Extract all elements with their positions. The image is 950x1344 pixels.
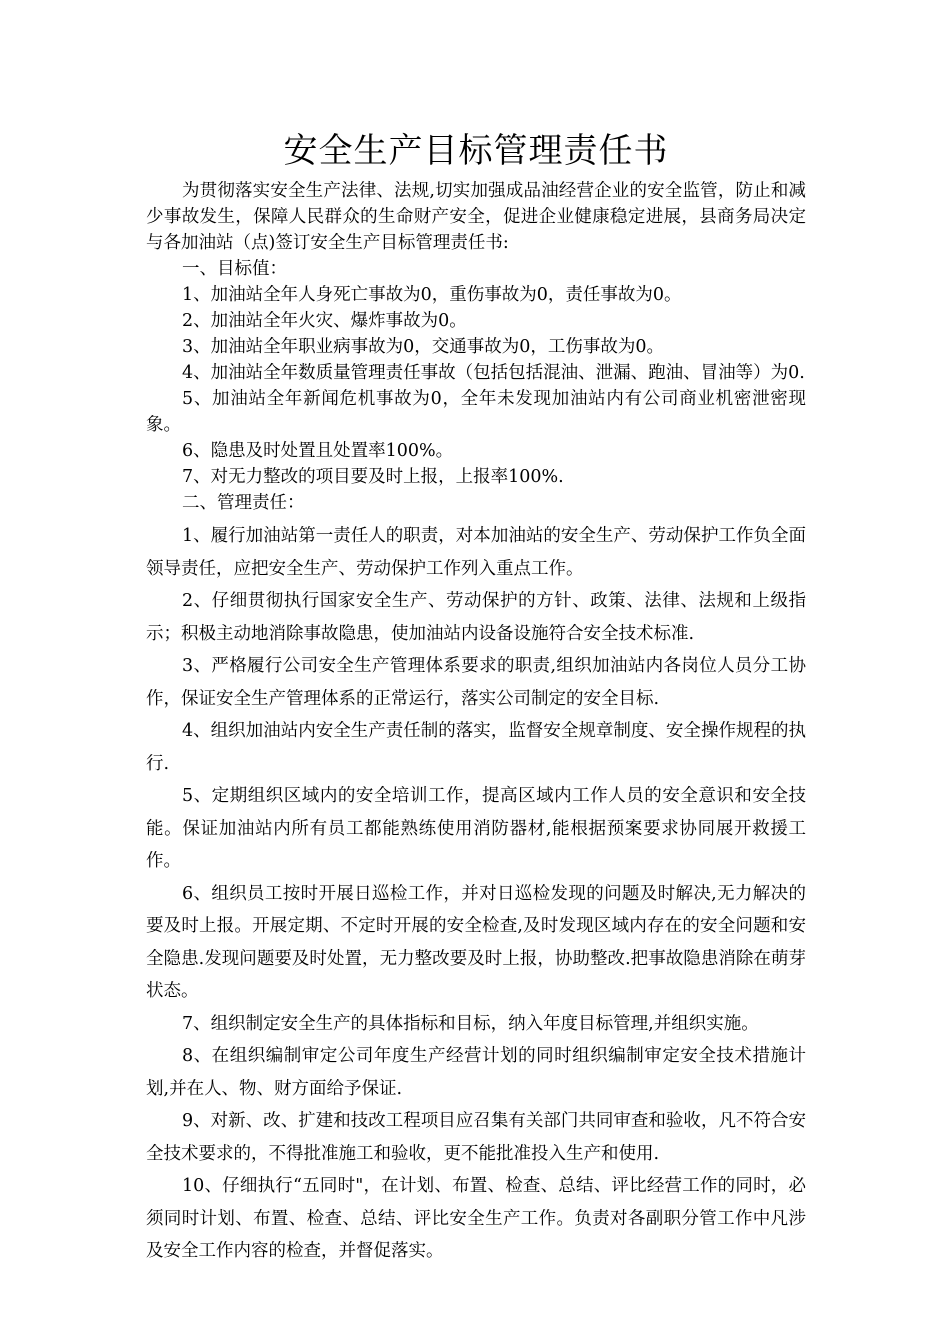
document-title: 安全生产目标管理责任书 <box>283 131 669 171</box>
intro-paragraph: 为贯彻落实安全生产法律、法规,切实加强成品油经营企业的安全监管，防止和减少事故发生，保障人民群众的生命财产安全，促进企业健康稳定进展，县商务局决定与各加油站（点)签订安全生产目标管理责任书: <box>146 181 806 253</box>
target-item: 6、隐患及时处置且处置率100%。 <box>182 441 454 461</box>
target-item: 7、对无力整改的项目要及时上报，上报率100%. <box>182 467 564 487</box>
target-item: 3、加油站全年职业病事故为0，交通事故为0，工伤事故为0。 <box>182 337 665 357</box>
duty-item: 4、组织加油站内安全生产责任制的落实，监督安全规章制度、安全操作规程的执行. <box>146 721 806 774</box>
duty-item: 2、仔细贯彻执行国家安全生产、劳动保护的方针、政策、法律、法规和上级指示；积极主动地消除事故隐患，使加油站内设备设施符合安全技术标准. <box>146 591 806 644</box>
duty-item: 10、仔细执行“五同时"，在计划、布置、检查、总结、评比经营工作的同时，必须同时计划、布置、检查、总结、评比安全生产工作。负责对各副职分管工作中凡涉及安全工作内容的检查，并督促落实。 <box>146 1176 806 1261</box>
duty-item: 8、在组织编制审定公司年度生产经营计划的同时组织编制审定安全技术措施计划,并在人、物、财方面给予保证. <box>146 1046 806 1099</box>
duty-item: 1、履行加油站第一责任人的职责，对本加油站的安全生产、劳动保护工作负全面领导责任，应把安全生产、劳动保护工作列入重点工作。 <box>146 526 806 579</box>
document-page <box>146 128 806 1268</box>
target-item: 1、加油站全年人身死亡事故为0，重伤事故为0，责任事故为0。 <box>182 285 682 305</box>
target-item: 5、加油站全年新闻危机事故为0，全年未发现加油站内有公司商业机密泄密现象。 <box>146 389 806 435</box>
section-heading-duties: 二、管理责任： <box>182 493 305 513</box>
section-heading-targets: 一、目标值： <box>182 259 287 279</box>
target-item: 4、加油站全年数质量管理责任事故（包括包括混油、泄漏、跑油、冒油等）为0. <box>182 363 805 383</box>
target-item: 2、加油站全年火灾、爆炸事故为0。 <box>182 311 467 331</box>
duty-item: 6、组织员工按时开展日巡检工作，并对日巡检发现的问题及时解决,无力解决的要及时上报。开展定期、不定时开展的安全检查,及时发现区域内存在的安全问题和安全隐患.发现问题要及时处置，无力整改要及时上报，协助整改.把事故隐患消除在萌芽状态。 <box>146 883 806 1001</box>
duty-item: 7、组织制定安全生产的具体指标和目标，纳入年度目标管理,并组织实施。 <box>182 1013 759 1034</box>
duty-item: 3、严格履行公司安全生产管理体系要求的职责,组织加油站内各岗位人员分工协作，保证安全生产管理体系的正常运行，落实公司制定的安全目标. <box>146 656 806 709</box>
duty-item: 9、对新、改、扩建和技改工程项目应召集有关部门共同审查和验收，凡不符合安全技术要求的，不得批准施工和验收，更不能批准投入生产和使用. <box>146 1111 806 1164</box>
duty-item: 5、定期组织区域内的安全培训工作，提高区域内工作人员的安全意识和安全技能。保证加油站内所有员工都能熟练使用消防器材,能根据预案要求协同展开救援工作。 <box>146 786 806 871</box>
